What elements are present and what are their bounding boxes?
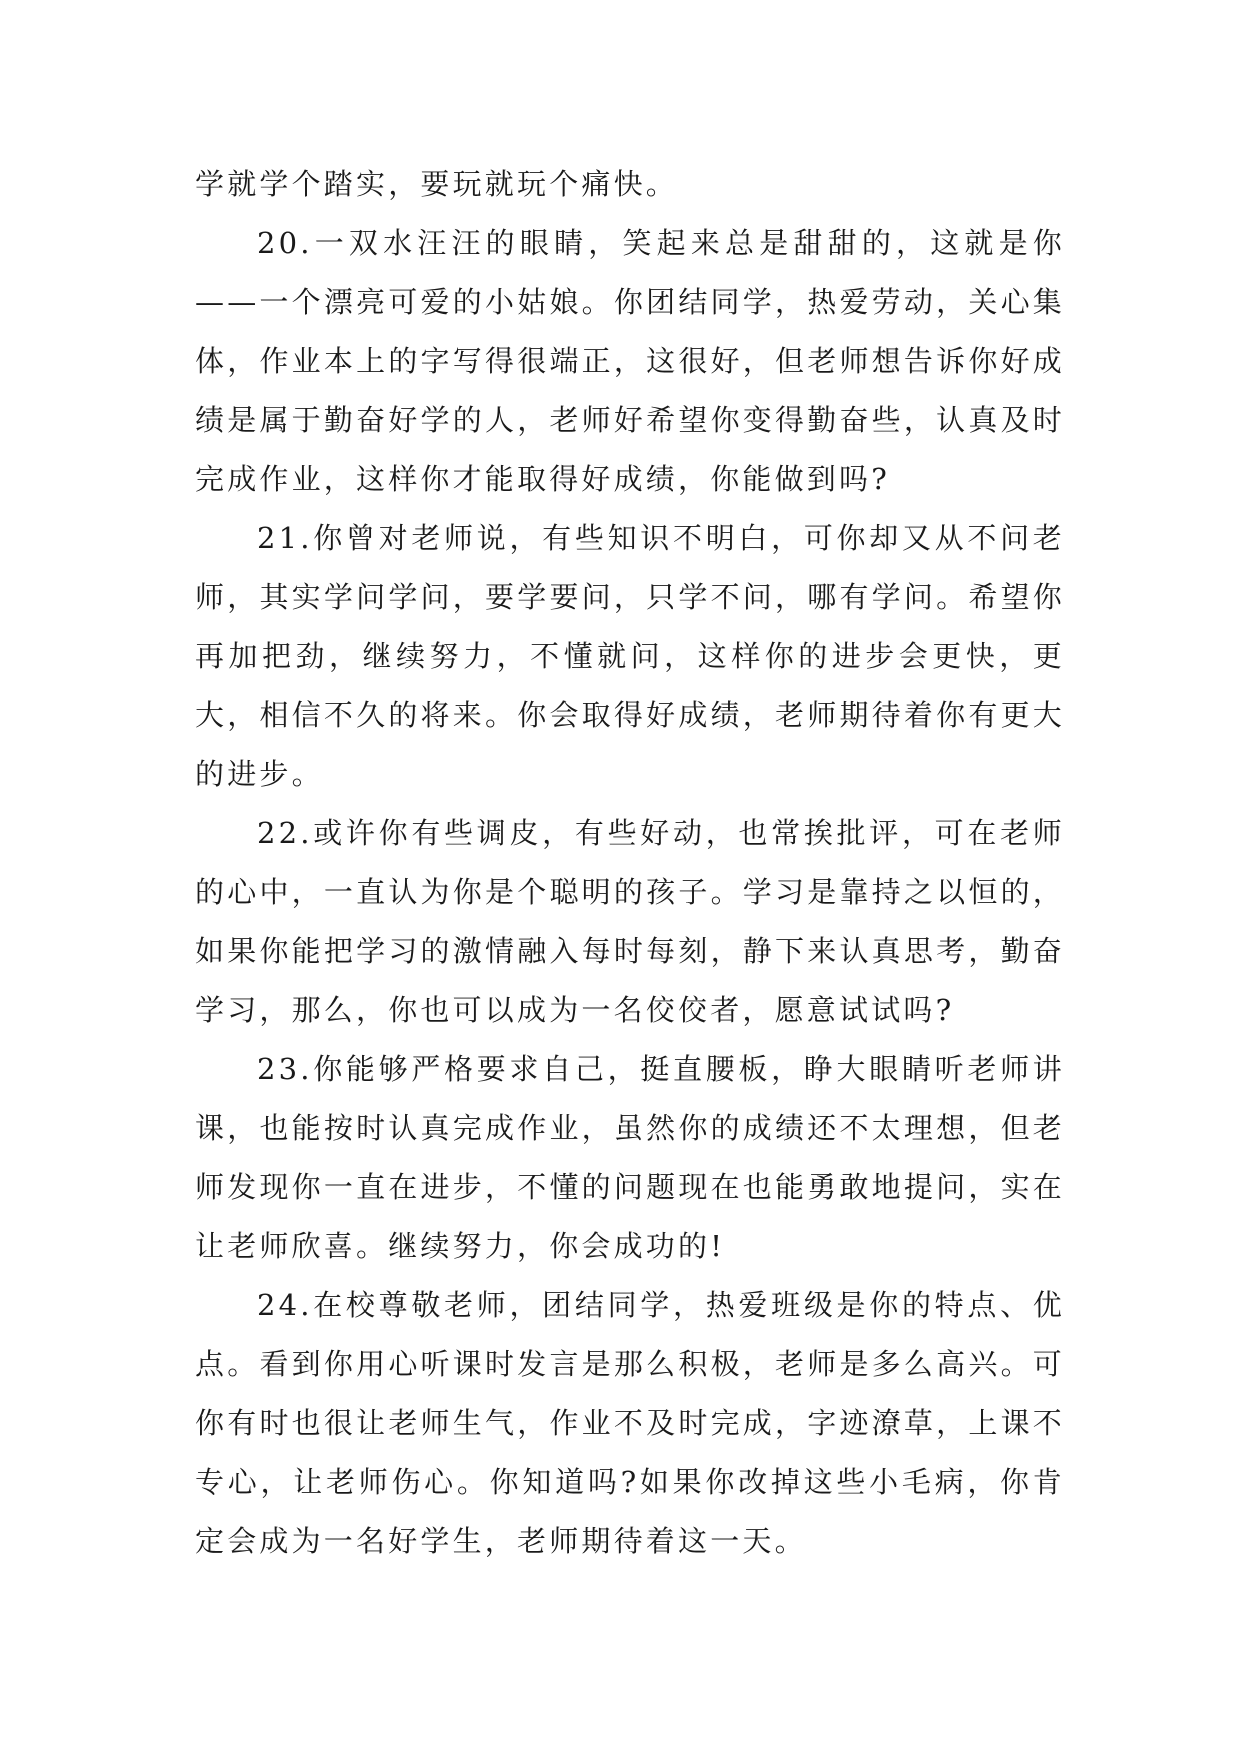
paragraph-24: 24.在校尊敬老师，团结同学，热爱班级是你的特点、优点。看到你用心听课时发言是那么积极，老师是多么高兴。可你有时也很让老师生气，作业不及时完成，字迹潦草，上课不专心，让老师伤心。你知道吗?如果你改掉这些小毛病，你肯定会成为一名好学生，老师期待着这一天。 xyxy=(195,1288,1065,1558)
document-body xyxy=(195,155,1065,1571)
paragraph-23: 23.你能够严格要求自己，挺直腰板，睁大眼睛听老师讲课，也能按时认真完成作业，虽然你的成绩还不太理想，但老师发现你一直在进步，不懂的问题现在也能勇敢地提问，实在让老师欣喜。继续努力，你会成功的! xyxy=(195,1052,1065,1263)
paragraph-continuation: 学就学个踏实，要玩就玩个痛快。 xyxy=(195,167,679,201)
paragraph-21: 21.你曾对老师说，有些知识不明白，可你却又从不问老师，其实学问学问，要学要问，只学不问，哪有学问。希望你再加把劲，继续努力，不懂就问，这样你的进步会更快，更大，相信不久的将来。你会取得好成绩，老师期待着你有更大的进步。 xyxy=(195,521,1065,791)
paragraph-20: 20.一双水汪汪的眼睛，笑起来总是甜甜的，这就是你——一个漂亮可爱的小姑娘。你团结同学，热爱劳动，关心集体，作业本上的字写得很端正，这很好，但老师想告诉你好成绩是属于勤奋好学的人，老师好希望你变得勤奋些，认真及时完成作业，这样你才能取得好成绩，你能做到吗? xyxy=(195,226,1065,496)
paragraph-22: 22.或许你有些调皮，有些好动，也常挨批评，可在老师的心中，一直认为你是个聪明的孩子。学习是靠持之以恒的，如果你能把学习的激情融入每时每刻，静下来认真思考，勤奋学习，那么，你也可以成为一名佼佼者，愿意试试吗? xyxy=(195,816,1065,1027)
